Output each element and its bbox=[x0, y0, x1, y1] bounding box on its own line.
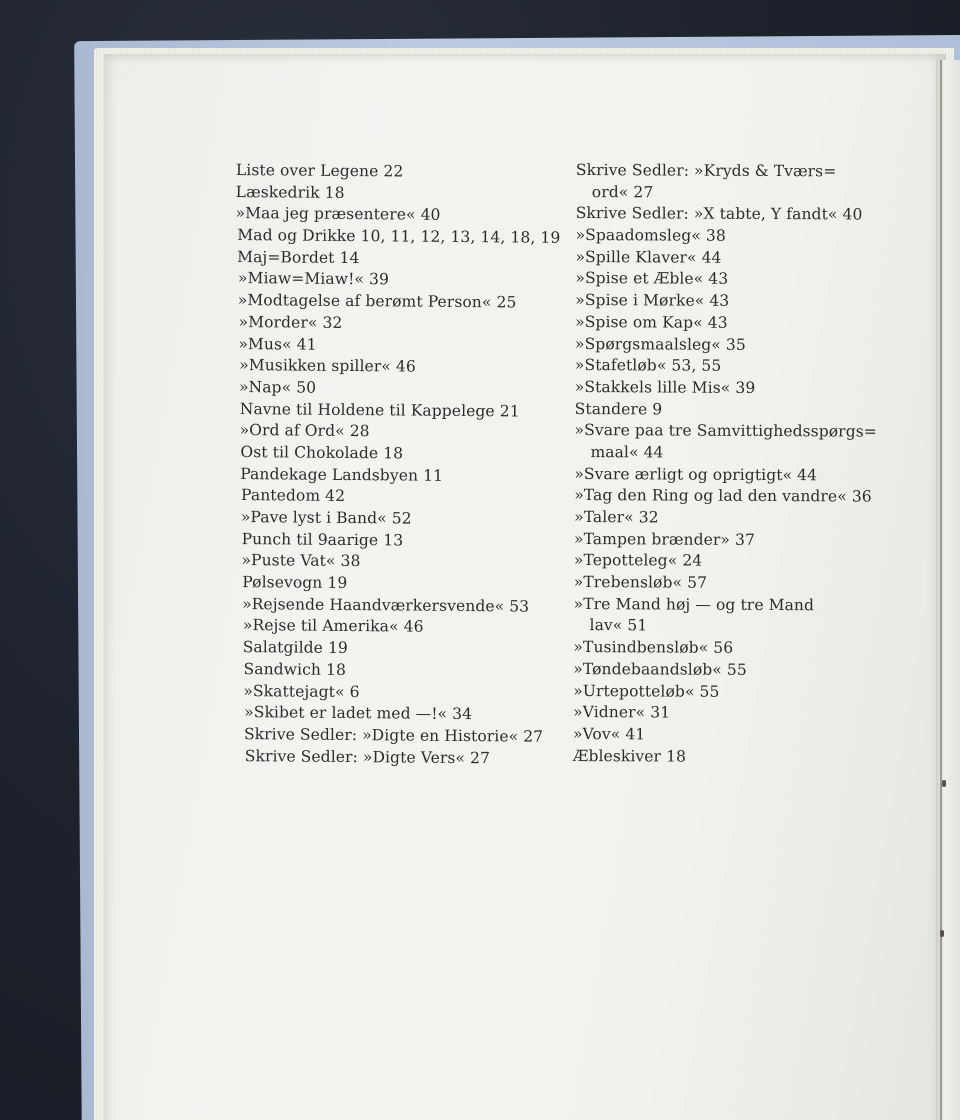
index-entry: »Spille Klaver« 44 bbox=[575, 247, 722, 267]
index-entry: Læskedrik 18 bbox=[235, 182, 345, 202]
index-entry: »Urtepotteløb« 55 bbox=[573, 681, 720, 701]
index-entry: »Tusindbensløb« 56 bbox=[573, 638, 734, 657]
index-entry: »Skibet er ladet med —!« 34 bbox=[244, 703, 473, 724]
index-column-right bbox=[573, 160, 878, 769]
index-entry: Standere 9 bbox=[574, 399, 663, 419]
index-entry: »Tepottelеg« 24 bbox=[573, 551, 703, 571]
index-entry: Navne til Holdene til Kappelege 21 bbox=[239, 399, 520, 421]
index-entry: »Skattejagt« 6 bbox=[243, 681, 360, 701]
index-entry-continuation: maal« 44 bbox=[590, 443, 664, 462]
index-entry: »Rejsende Haandværkersvende« 53 bbox=[242, 594, 530, 616]
index-entry: »Spørgsmaalsleg« 35 bbox=[574, 334, 746, 354]
index-entry-continuation: ord« 27 bbox=[591, 182, 654, 202]
index-entry: »Maa jeg præsentere« 40 bbox=[235, 204, 441, 225]
index-entry-continuation: lav« 51 bbox=[589, 616, 648, 635]
index-entry: »Spaadomsleg« 38 bbox=[575, 226, 726, 245]
index-entry: »Miaw=Miaw!« 39 bbox=[237, 269, 390, 289]
index-column-left bbox=[231, 160, 561, 770]
index-entry: Salatgilde 19 bbox=[242, 638, 348, 658]
index-entry: Mad og Drikke 10, 11, 12, 13, 14, 18, 19 bbox=[237, 226, 561, 247]
index-entry: »Vidner« 31 bbox=[573, 703, 671, 722]
index-entry: »Svare ærligt og oprigtigt« 44 bbox=[574, 464, 818, 484]
index-entry: »Trebensløb« 57 bbox=[573, 573, 708, 592]
index-entry: Skrive Sedler: »X tabte, Y fandt« 40 bbox=[575, 204, 863, 224]
binding-thread bbox=[940, 930, 944, 937]
index-entry: »Spise i Mørke« 43 bbox=[575, 291, 730, 310]
index-entry: »Ord af Ord« 28 bbox=[239, 421, 370, 441]
index-entry: »Pave lyst i Band« 52 bbox=[240, 508, 412, 528]
index-entry: »Mus« 41 bbox=[238, 334, 317, 354]
index-entry: Punch til 9aarige 13 bbox=[241, 529, 404, 550]
index-entry: »Morder« 32 bbox=[238, 312, 343, 332]
index-entry: »Stafetløb« 53, 55 bbox=[574, 356, 722, 375]
index-entry: »Spise et Æble« 43 bbox=[575, 269, 729, 289]
index-entry: »Tag den Ring og lad den vandre« 36 bbox=[574, 486, 872, 506]
index-entry: Maj=Bordet 14 bbox=[237, 247, 360, 267]
index-entry: »Nap« 50 bbox=[238, 377, 317, 397]
spine-line bbox=[940, 60, 942, 1120]
index-entry: »Tøndebaandsløb« 55 bbox=[573, 659, 747, 679]
index-entry: Pandekage Landsbyen 11 bbox=[240, 464, 444, 485]
book-gutter bbox=[936, 60, 960, 1120]
index-entry: »Taler« 32 bbox=[574, 507, 659, 527]
index-entry: Liste over Legene 22 bbox=[235, 160, 404, 181]
index-entry: »Stakkels lille Mis« 39 bbox=[574, 377, 756, 397]
index-entry: Pølsevogn 19 bbox=[242, 573, 348, 593]
index-entry: »Tampen brænder» 37 bbox=[573, 529, 756, 549]
index-entry: »Spise om Kap« 43 bbox=[575, 312, 728, 332]
index-entry: Sandwich 18 bbox=[243, 659, 347, 679]
index-entry: »Tre Mand høj — og tre Mand bbox=[573, 594, 815, 615]
index-entry: »Modtagelse af berømt Person« 25 bbox=[237, 291, 517, 312]
index-entry: »Svare paa tre Samvittighedsspørgs= bbox=[574, 421, 877, 441]
binding-thread bbox=[942, 780, 946, 787]
index-entry: Skrive Sedler: »Kryds & Tværs= bbox=[575, 160, 837, 181]
index-entry: »Puste Vat« 38 bbox=[241, 551, 361, 571]
index-entry: Pantedom 42 bbox=[240, 486, 346, 506]
index-entry: Skrive Sedler: »Digte Vers« 27 bbox=[244, 746, 491, 767]
index-entry: »Rejse til Amerika« 46 bbox=[242, 616, 424, 637]
index-entry: Æbleskiver 18 bbox=[572, 746, 687, 766]
index-entry: »Vov« 41 bbox=[572, 724, 646, 744]
index-entry: Ost til Chokolade 18 bbox=[240, 442, 404, 463]
index-entry: »Musikken spiller« 46 bbox=[239, 356, 416, 376]
index-entry: Skrive Sedler: »Digte en Historie« 27 bbox=[243, 724, 544, 746]
